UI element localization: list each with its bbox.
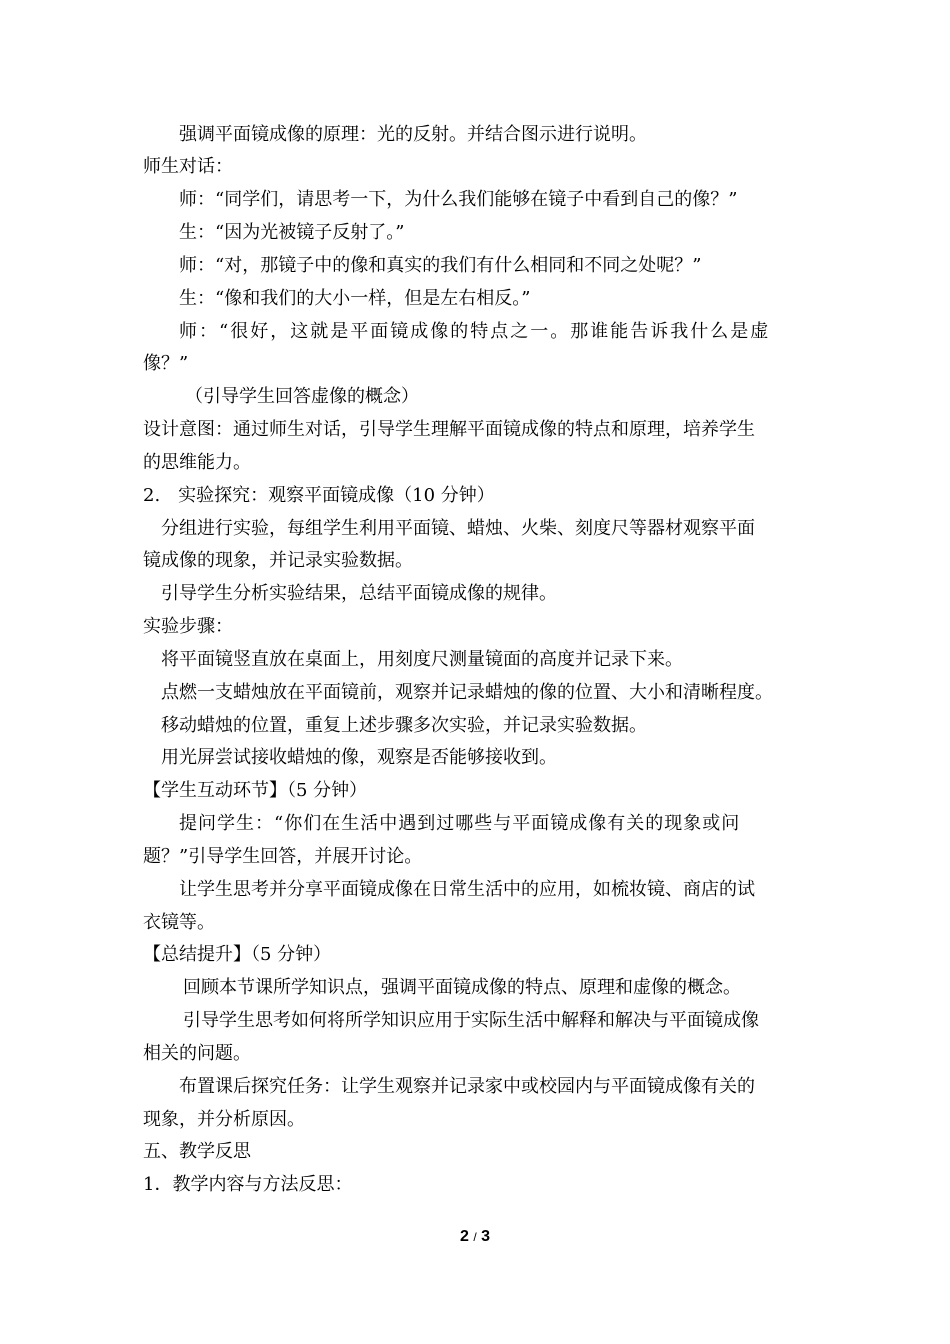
step-line: 用光屏尝试接收蜡烛的像，观察是否能够接收到。 [161,747,557,768]
dialogue-line: 生：“因为光被镜子反射了。” [179,222,405,243]
paragraph-line: 分组进行实验，每组学生利用平面镜、蜡烛、火柴、刻度尺等器材观察平面 [161,518,755,539]
paragraph-line: 的思维能力。 [143,452,251,473]
dialogue-line: 师：“对，那镜子中的像和真实的我们有什么相同和不同之处呢？” [179,255,702,276]
paragraph-line: 实验步骤： [143,616,233,637]
dialogue-line: 像？” [143,353,189,374]
dialogue-line: 师：“同学们，请思考一下，为什么我们能够在镜子中看到自己的像？” [179,189,738,210]
dialogue-line: 师：“很好，这就是平面镜成像的特点之一。那谁能告诉我什么是虚 [179,321,771,342]
paragraph-line: 布置课后探究任务：让学生观察并记录家中或校园内与平面镜成像有关的 [179,1076,755,1097]
paragraph-line: 引导学生分析实验结果，总结平面镜成像的规律。 [161,583,557,604]
section-heading: 2. 实验探究：观察平面镜成像（10 分钟） [143,485,495,506]
paragraph-line: 提问学生：“你们在生活中遇到过哪些与平面镜成像有关的现象或问 [179,813,741,834]
section-heading: 【总结提升】（5 分钟） [143,944,332,965]
paragraph-line: 让学生思考并分享平面镜成像在日常生活中的应用，如梳妆镜、商店的试 [179,879,755,900]
subsection-heading: 1．教学内容与方法反思： [143,1174,353,1195]
paragraph-line: 强调平面镜成像的原理：光的反射。并结合图示进行说明。 [179,124,647,145]
paragraph-line: 镜成像的现象，并记录实验数据。 [143,550,413,571]
step-line: 移动蜡烛的位置，重复上述步骤多次实验，并记录实验数据。 [161,715,647,736]
paragraph-line: 衣镜等。 [143,912,215,933]
step-line: 点燃一支蜡烛放在平面镜前，观察并记录蜡烛的像的位置、大小和清晰程度。 [161,682,773,703]
section-heading: 【学生互动环节】（5 分钟） [143,780,368,801]
paragraph-line: 设计意图：通过师生对话，引导学生理解平面镜成像的特点和原理，培养学生 [143,419,755,440]
section-heading: 五、教学反思 [143,1141,251,1162]
paragraph-line: （引导学生回答虚像的概念） [185,386,419,407]
step-line: 将平面镜竖直放在桌面上，用刻度尺测量镜面的高度并记录下来。 [161,649,683,670]
paragraph-line: 引导学生思考如何将所学知识应用于实际生活中解释和解决与平面镜成像 [183,1010,759,1031]
page-separator: / [473,1230,477,1244]
paragraph-line: 现象，并分析原因。 [143,1109,305,1130]
page-total: 3 [481,1228,491,1245]
page-current: 2 [459,1228,469,1245]
paragraph-line: 相关的问题。 [143,1043,251,1064]
paragraph-line: 题？”引导学生回答，并展开讨论。 [143,846,423,867]
dialogue-line: 生：“像和我们的大小一样，但是左右相反。” [179,288,531,309]
paragraph-line: 回顾本节课所学知识点，强调平面镜成像的特点、原理和虚像的概念。 [183,977,741,998]
page-number [0,1226,950,1248]
paragraph-line: 师生对话： [143,156,233,177]
